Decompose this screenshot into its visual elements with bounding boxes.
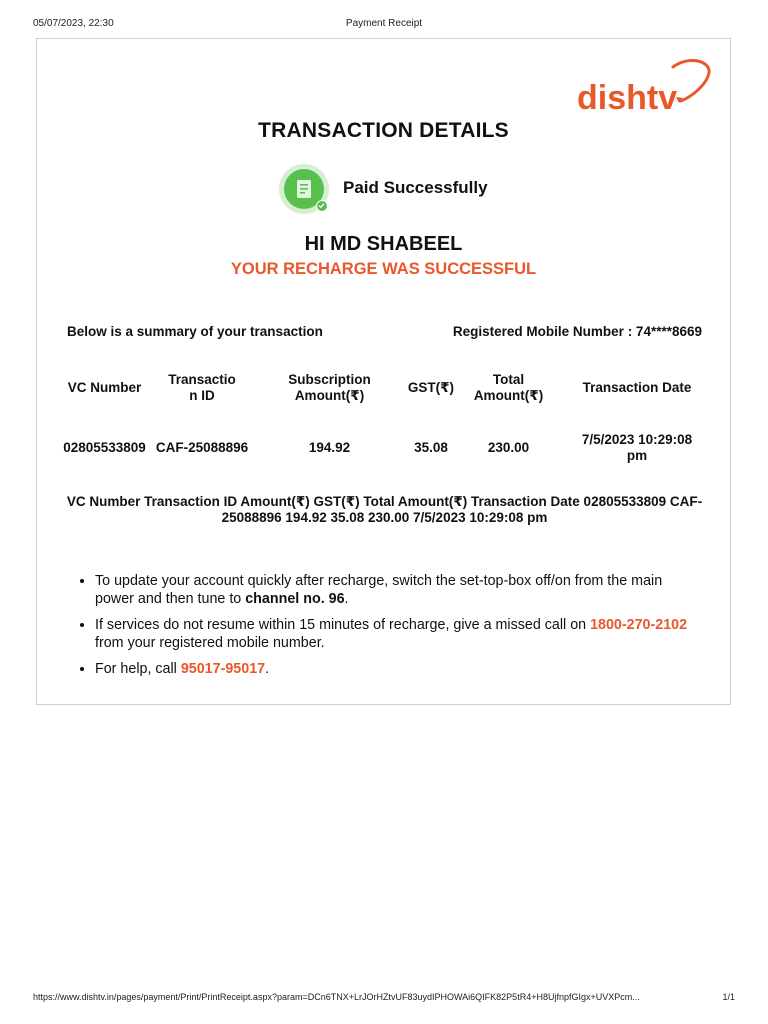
help-number[interactable]: 95017-95017 (180, 661, 266, 677)
col-transaction-date: Transaction Date (582, 380, 692, 395)
note-1-end: . (344, 591, 349, 607)
note-1-text: To update your account quickly after recharge, switch the set-top-box off/on from the main power and then tune to (95, 573, 663, 607)
check-badge-icon (316, 200, 328, 212)
transaction-table (57, 367, 712, 487)
note-2-end: from your registered mobile number. (95, 635, 325, 651)
registered-mobile: Registered Mobile Number : 74****8669 (452, 324, 702, 339)
print-header (33, 18, 735, 32)
page-number: 1/1 (722, 992, 735, 1002)
print-title: Payment Receipt (345, 18, 423, 29)
col-transaction-id: Transaction ID (168, 372, 236, 403)
cell-transaction-date: 7/5/2023 10:29:08 pm (581, 432, 693, 463)
list-item (95, 616, 695, 652)
transaction-summary-text: VC Number Transaction ID Amount(₹) GST(₹) Total Amount(₹) Transaction Date 02805533809 CAF-25088896 194.92 35.08 230.00 7/5/2023 10:29:08 pm (66, 494, 703, 525)
cell-vc-number: 02805533809 (63, 440, 146, 455)
summary-label: Below is a summary of your transaction (67, 324, 323, 339)
cell-transaction-id: CAF-25088896 (155, 440, 249, 455)
receipt-card (36, 38, 731, 705)
note-2-text: If services do not resume within 15 minutes of recharge, give a missed call on (95, 617, 591, 633)
notes-list (77, 572, 695, 686)
table-row (57, 409, 712, 487)
greeting: HI MD SHABEEL (304, 233, 463, 255)
list-item (95, 660, 695, 678)
col-gst: GST(₹) (407, 380, 455, 395)
note-3-end: . (265, 661, 270, 677)
page-title: TRANSACTION DETAILS (258, 119, 509, 142)
page-url: https://www.dishtv.in/pages/payment/Print/PrintReceipt.aspx?param=DCn6TNX+LrJOrHZtvUF83uydIPHOWAi6QIFK82P5tR4+H8UjfnpfGIgx+UVXPcm... (33, 992, 640, 1002)
success-message: YOUR RECHARGE WAS SUCCESSFUL (230, 260, 537, 278)
list-item (95, 572, 695, 608)
missed-call-number[interactable]: 1800-270-2102 (590, 617, 688, 633)
status-text: Paid Successfully (343, 178, 488, 197)
col-total-amount: Total Amount(₹) (473, 372, 544, 403)
col-vc-number: VC Number (67, 380, 142, 395)
note-3-text: For help, call (95, 661, 181, 677)
cell-subscription-amount: 194.92 (308, 440, 351, 455)
print-date: 05/07/2023, 22:30 (33, 18, 114, 29)
channel-number: channel no. 96 (245, 591, 345, 607)
logo-text: dishtv (577, 79, 678, 113)
receipt-check-icon (279, 164, 329, 214)
col-subscription-amount: Subscription Amount(₹) (288, 372, 371, 403)
table-header-row (57, 367, 712, 409)
payment-status (37, 164, 730, 216)
cell-total-amount: 230.00 (487, 440, 530, 455)
dishtv-logo (577, 53, 717, 113)
cell-gst: 35.08 (414, 440, 448, 455)
